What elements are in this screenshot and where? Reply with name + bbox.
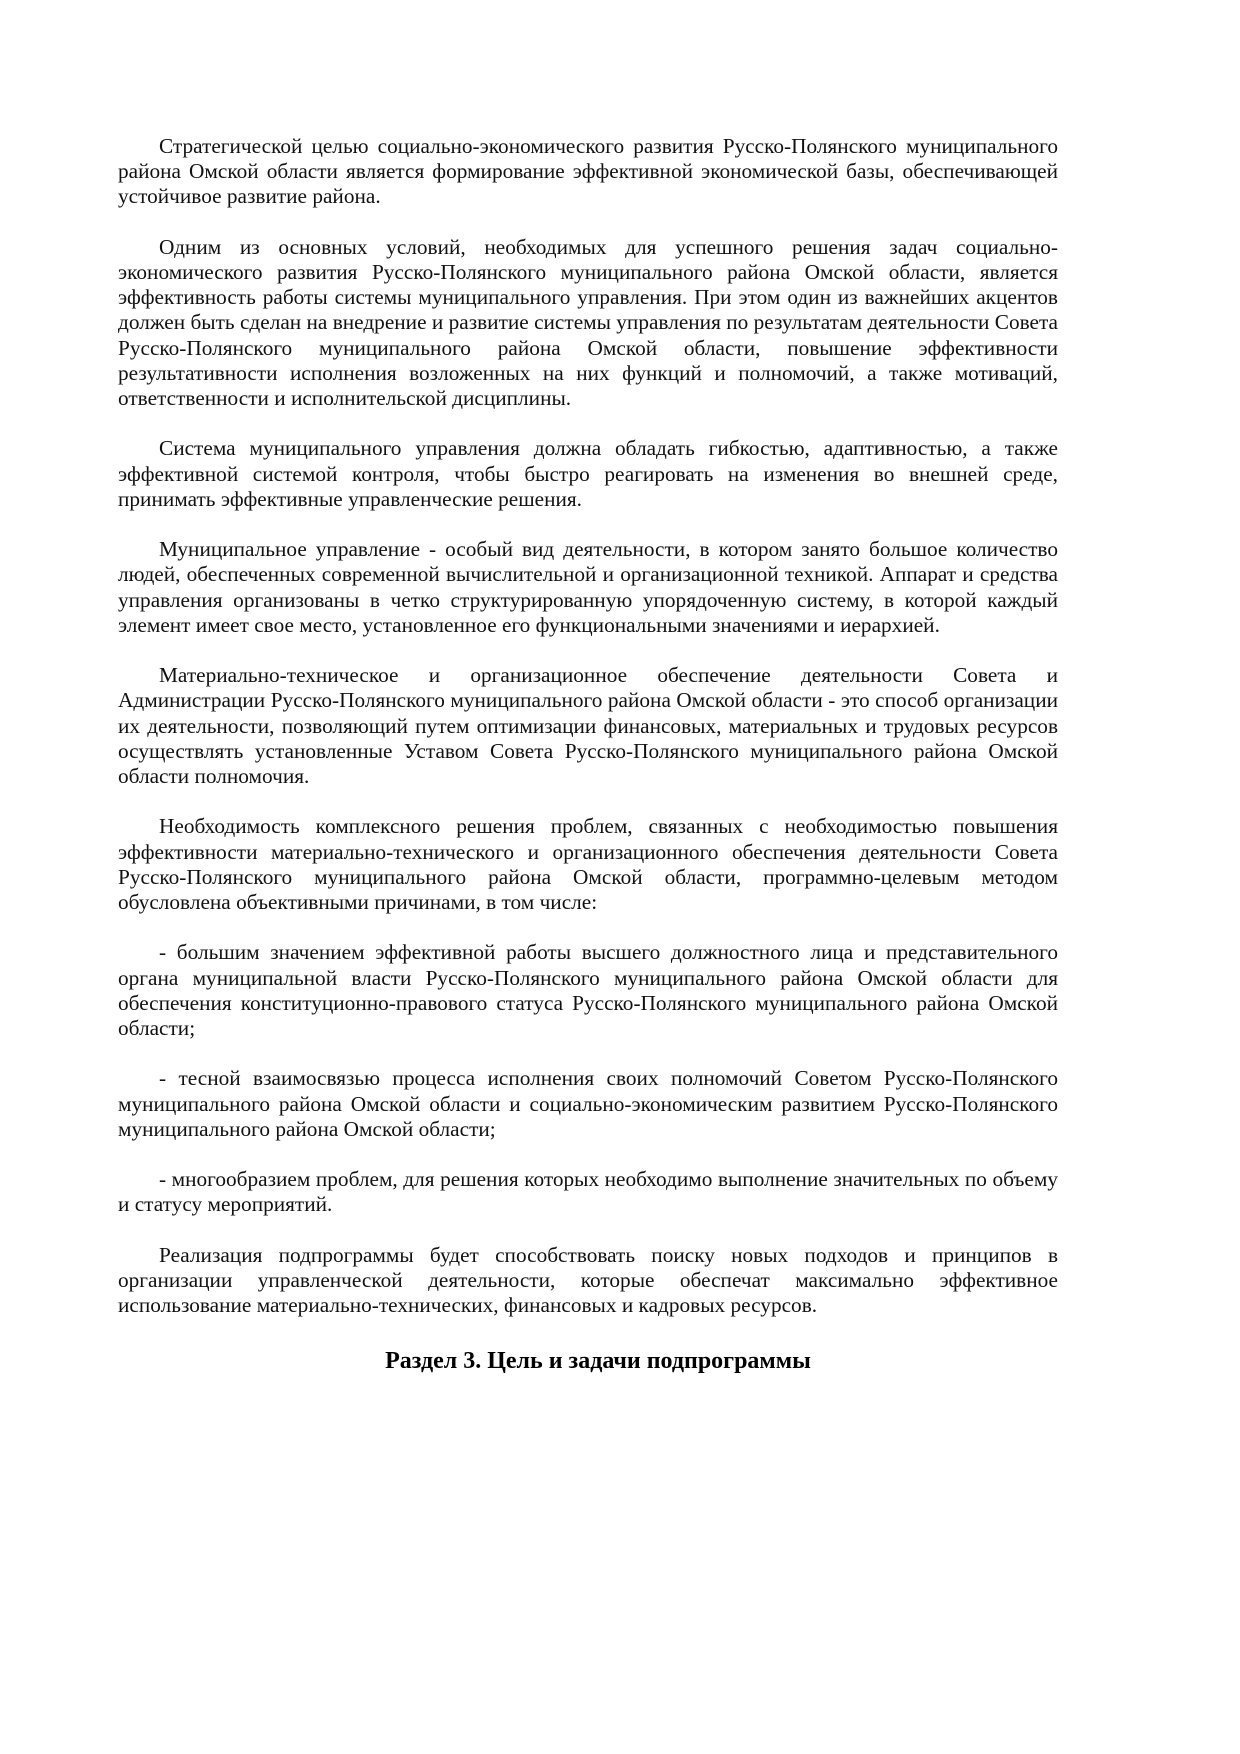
list-item-reason-1: - большим значением эффективной работы высшего должностного лица и представительного органа муниципальной власти Русско-Полянского муниципального района Омской области для обеспечения конституционно-правового статуса Русско-Полянского муниципального района Омской области; [118, 940, 1058, 1041]
paragraph-necessity: Необходимость комплексного решения проблем, связанных с необходимостью повышения эффективности материально-технического и организационного обеспечения деятельности Совета Русско-Полянского муниципального района Омской области, программно-целевым методом обусловлена объективными причинами, в том числе: [118, 814, 1058, 915]
paragraph-material-support: Материально-техническое и организационное обеспечение деятельности Совета и Администрации Русско-Полянского муниципального района Омской области - это способ организации их деятельности, позволяющий путем оптимизации финансовых, материальных и трудовых ресурсов осуществлять установленные Уставом Совета Русско-Полянского муниципального района Омской области полномочия. [118, 663, 1058, 789]
paragraph-strategic-goal: Стратегической целью социально-экономического развития Русско-Полянского муниципального района Омской области является формирование эффективной экономической базы, обеспечивающей устойчивое развитие района. [118, 134, 1058, 209]
paragraph-implementation: Реализация подпрограммы будет способствовать поиску новых подходов и принципов в организации управленческой деятельности, которые обеспечат максимально эффективное использование материально-технических, финансовых и кадровых ресурсов. [118, 1242, 1058, 1318]
section-heading: Раздел 3. Цель и задачи подпрограммы [385, 1348, 811, 1375]
paragraph-municipal-management: Муниципальное управление - особый вид деятельности, в котором занято большое количество людей, обеспеченных современной вычислительной и организационной техникой. Аппарат и средства управления организованы в четко структурированную упорядоченную систему, в которой каждый элемент имеет свое место, установленное его функциональными значениями и иерархией. [118, 537, 1058, 637]
paragraph-management-efficiency: Одним из основных условий, необходимых для успешного решения задач социально-экономического развития Русско-Полянского муниципального района Омской области, является эффективность работы системы муниципального управления. При этом один из важнейших акцентов должен быть сделан на внедрение и развитие системы управления по результатам деятельности Совета Русско-Полянского муниципального района Омской области, повышение эффективности результативности исполнения возложенных на них функций и полномочий, а также мотиваций, ответственности и исполнительской дисциплины. [118, 234, 1058, 411]
list-item-reason-2: - тесной взаимосвязью процесса исполнения своих полномочий Советом Русско-Полянского муниципального района Омской области и социально-экономическим развитием Русско-Полянского муниципального района Омской области; [118, 1066, 1058, 1141]
paragraph-management-flexibility: Система муниципального управления должна обладать гибкостью, адаптивностью, а также эффективной системой контроля, чтобы быстро реагировать на изменения во внешней среде, принимать эффективные управленческие решения. [118, 436, 1058, 511]
list-item-reason-3: - многообразием проблем, для решения которых необходимо выполнение значительных по объему и статусу мероприятий. [118, 1167, 1058, 1217]
document-page [118, 134, 1058, 1376]
